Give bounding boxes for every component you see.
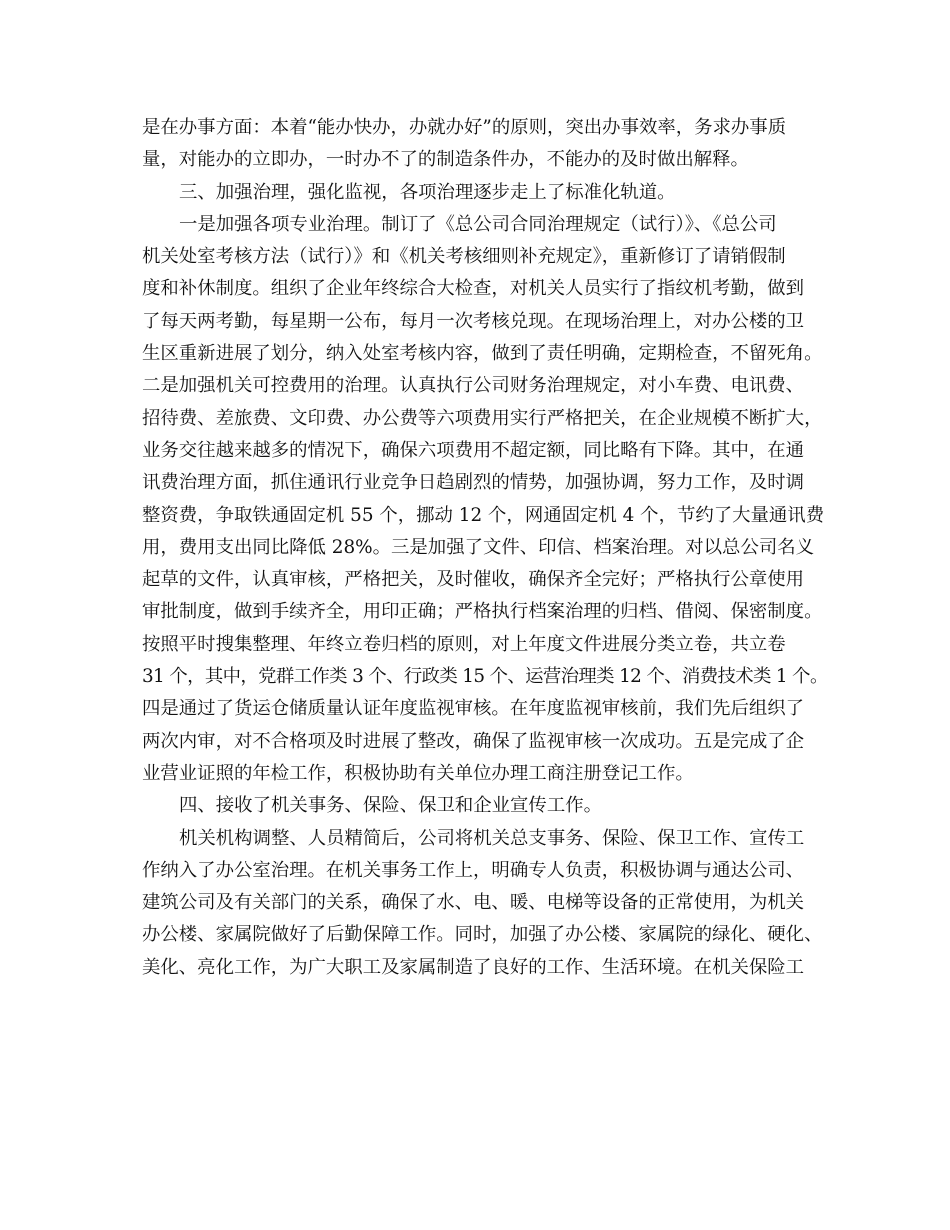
text-line: 按照平时搜集整理、年终立卷归档的原则，对上年度文件进展分类立卷，共立卷 bbox=[142, 633, 786, 655]
text-line: 四、接收了机关事务、保险、保卫和企业宣传工作。 bbox=[179, 795, 602, 817]
text-line: 审批制度，做到手续齐全，用印正确；严格执行档案治理的归档、借阅、保密制度。 bbox=[142, 601, 823, 623]
text-line: 生区重新进展了划分，纳入处室考核内容，做到了责任明确，定期检查，不留死角。 bbox=[142, 343, 823, 365]
text-line: 31 个，其中，党群工作类 3 个、行政类 15 个、运营治理类 12 个、消费技术类 1 个。 bbox=[142, 666, 828, 688]
text-line: 二是加强机关可控费用的治理。认真执行公司财务治理规定，对小车费、电讯费、 bbox=[142, 375, 805, 397]
text-line: 美化、亮化工作，为广大职工及家属制造了良好的工作、生活环境。在机关保险工 bbox=[142, 956, 805, 978]
text-line: 作纳入了办公室治理。在机关事务工作上，明确专人负责，积极协调与通达公司、 bbox=[142, 859, 805, 881]
text-line: 一是加强各项专业治理。制订了《总公司合同治理规定（试行）》、《总公司 bbox=[179, 213, 777, 235]
text-line: 讯费治理方面，抓住通讯行业竞争日趋剧烈的情势，加强协调，努力工作，及时调 bbox=[142, 472, 805, 494]
text-line: 三、加强治理，强化监视，各项治理逐步走上了标准化轨道。 bbox=[179, 181, 676, 203]
text-line: 度和补休制度。组织了企业年终综合大检查，对机关人员实行了指纹机考勤，做到 bbox=[142, 278, 805, 300]
text-line: 整资费，争取铁通固定机 55 个，挪动 12 个，网通固定机 4 个，节约了大量通讯费 bbox=[142, 504, 825, 526]
text-line: 起草的文件，认真审核，严格把关，及时催收，确保齐全完好；严格执行公章使用 bbox=[142, 569, 805, 591]
text-line: 是在办事方面：本着“能办快办，办就办好”的原则，突出办事效率，务求办事质 bbox=[142, 117, 787, 138]
text-line: 建筑公司及有关部门的关系，确保了水、电、暖、电梯等设备的正常使用，为机关 bbox=[142, 892, 805, 914]
text-line: 机关机构调整、人员精简后，公司将机关总支事务、保险、保卫工作、宣传工 bbox=[179, 827, 805, 849]
text-line: 量，对能办的立即办，一时办不了的制造条件办，不能办的及时做出解释。 bbox=[142, 149, 749, 171]
text-line: 两次内审，对不合格项及时进展了整改，确保了监视审核一次成功。五是完成了企 bbox=[142, 730, 805, 752]
text-line: 了每天两考勤，每星期一公布，每月一次考核兑现。在现场治理上，对办公楼的卫 bbox=[142, 310, 805, 332]
text-line: 办公楼、家属院做好了后勤保障工作。同时，加强了办公楼、家属院的绿化、硬化、 bbox=[142, 924, 823, 946]
document-body bbox=[142, 112, 828, 984]
text-line: 四是通过了货运仓储质量认证年度监视审核。在年度监视审核前，我们先后组织了 bbox=[142, 698, 805, 720]
text-line: 业营业证照的年检工作，积极协助有关单位办理工商注册登记工作。 bbox=[142, 762, 694, 784]
text-line: 机关处室考核方法（试行）》和《机关考核细则补充规定》，重新修订了请销假制 bbox=[142, 246, 786, 268]
text-line: 用，费用支出同比降低 28%。三是加强了文件、印信、档案治理。对以总公司名义 bbox=[142, 536, 815, 558]
text-line: 招待费、差旅费、文印费、办公费等六项费用实行严格把关，在企业规模不断扩大， bbox=[142, 407, 823, 429]
text-line: 业务交往越来越多的情况下，确保六项费用不超定额，同比略有下降。其中，在通 bbox=[142, 439, 805, 461]
